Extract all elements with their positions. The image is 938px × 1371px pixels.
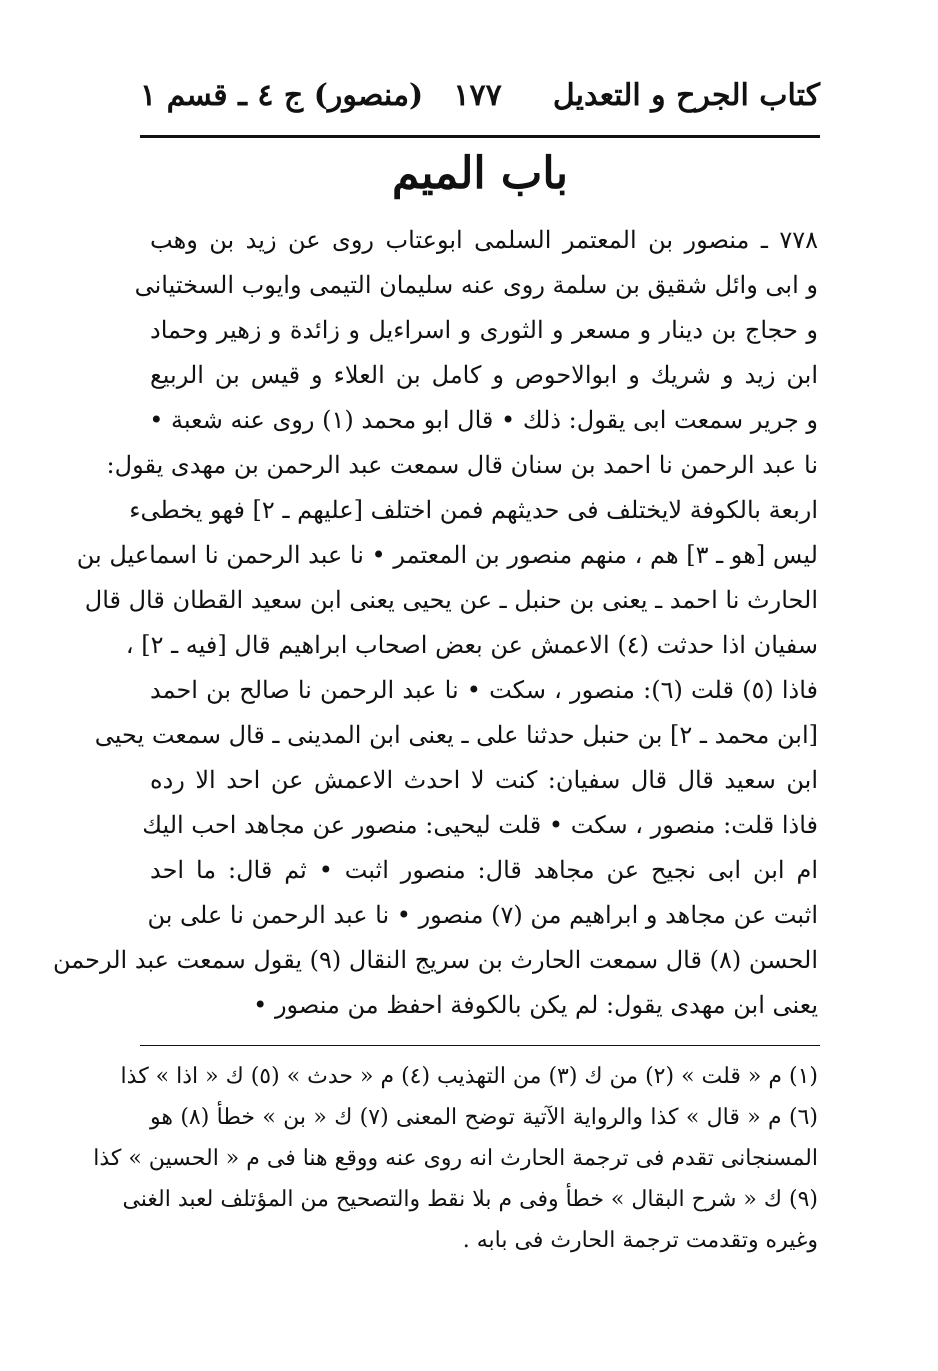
text-line: فاذا (٥) قلت (٦): منصور ، سكت • نا عبد الرحمن نا صالح بن احمد — [150, 676, 819, 704]
footnote-rule — [140, 1045, 820, 1046]
footnotes — [93, 1056, 819, 1261]
text-line: نا عبد الرحمن نا احمد بن سنان قال سمعت عبد الرحمن بن مهدى يقول: — [106, 451, 818, 479]
book-title: كتاب الجرح و التعديل — [552, 78, 820, 113]
running-header — [140, 78, 820, 128]
page-number: ١٧٧ — [453, 78, 502, 113]
text-line: ابن سعيد قال قال سفيان: كنت لا احدث الاعمش عن احد الا رده — [150, 766, 818, 794]
footnote-line: المسنجانى تقدم فى ترجمة الحارث انه روى عنه ووقع هنا فى م « الحسين » كذا — [93, 1146, 818, 1171]
text-line: و جرير سمعت ابى يقول: ذلك • قال ابو محمد (١) روى عنه شعبة • — [149, 406, 818, 434]
footnote-line: (٦) م « قال » كذا والرواية الآتية توضح المعنى (٧) ك « بن » خطأ (٨) هو — [150, 1105, 819, 1130]
text-line: و ابى وائل شقيق بن سلمة روى عنه سليمان التيمى وايوب السختيانى — [134, 271, 818, 299]
text-line: اثبت عن مجاهد و ابراهيم من (٧) منصور • نا عبد الرحمن نا على بن — [147, 901, 818, 929]
text-line: يعنى ابن مهدى يقول: لم يكن بالكوفة احفظ من منصور • — [253, 991, 818, 1019]
text-line: الحسن (٨) قال سمعت الحارث بن سريج النقال (٩) يقول سمعت عبد الرحمن — [52, 946, 818, 974]
footnote-line: (١) م « قلت » (٢) من ك (٣) من التهذيب (٤) م « حدث » (٥) ك « اذا » كذا — [120, 1064, 818, 1089]
main-text — [52, 218, 819, 1028]
text-line: سفيان اذا حدثت (٤) الاعمش عن بعض اصحاب ابراهيم قال [فيه ـ ٢] ، — [125, 631, 818, 659]
text-line: و حجاج بن دينار و مسعر و الثورى و اسراءيل و زائدة و زهير وحماد — [150, 316, 818, 344]
text-line: اربعة بالكوفة لايختلف فى حديثهم فمن اختلف [عليهم ـ ٢] فهو يخطىء — [129, 496, 818, 524]
section-label: (منصور) ج ٤ ـ قسم ١ — [140, 78, 424, 113]
text-line: ليس [هو ـ ٣] هم ، منهم منصور بن المعتمر • نا عبد الرحمن نا اسماعيل بن — [76, 541, 818, 569]
footnote-line: (٩) ك « شرح البقال » خطأ وفى م بلا نقط والتصحيح من المؤتلف لعبد الغنى — [122, 1187, 818, 1212]
footnote-line: وغيره وتقدمت ترجمة الحارث فى بابه . — [462, 1228, 818, 1253]
text-line: ابن زيد و شريك و ابوالاحوص و كامل بن العلاء و قيس بن الربيع — [150, 361, 818, 389]
header-rule — [140, 135, 820, 138]
text-line: ٧٧٨ ـ منصور بن المعتمر السلمى ابوعتاب روى عن زيد بن وهب — [150, 226, 818, 254]
chapter-title: باب الميم — [391, 148, 569, 199]
text-line: [ابن محمد ـ ٢] بن حنبل حدثنا على ـ يعنى ابن المدينى ـ قال سمعت يحيى — [94, 721, 818, 749]
text-line: الحارث نا احمد ـ يعنى بن حنبل ـ عن يحيى يعنى ابن سعيد القطان قال قال — [84, 586, 818, 614]
text-line: ام ابن ابى نجيح عن مجاهد قال: منصور اثبت • ثم قال: ما احد — [150, 856, 818, 884]
text-line: فاذا قلت: منصور ، سكت • قلت ليحيى: منصور عن مجاهد احب اليك — [142, 811, 818, 839]
